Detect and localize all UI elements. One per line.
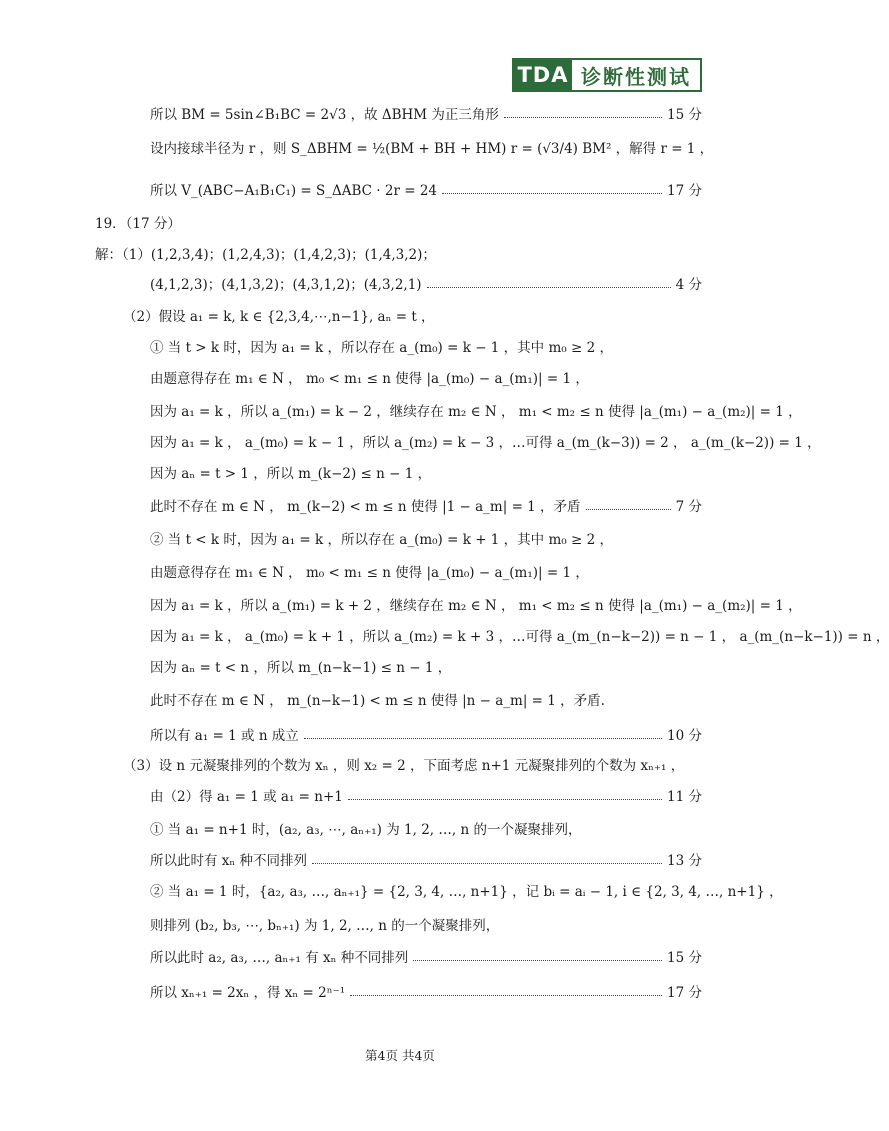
text-line: （3）设 n 元凝聚排列的个数为 xₙ ，则 x₂ = 2 ，下面考虑 n+1 元凝聚排列的个数为 xₙ₊₁ ， (123, 758, 685, 774)
text-line: 所以 xₙ₊₁ = 2xₙ ，得 xₙ = 2ⁿ⁻¹ 17 分 (150, 985, 702, 1001)
text-line: 由题意得存在 m₁ ∈ N ， m₀ < m₁ ≤ n 使得 |a_(m₀) − a_(m₁)| = 1 ， (150, 565, 589, 581)
logo-brand: TDA (514, 60, 572, 90)
text-line: 设内接球半径为 r ，则 S_ΔBHM = ½(BM + BH + HM) r = (√3/4) BM² ，解得 r = 1 ， (150, 141, 714, 157)
question-number: 19．（17 分） (95, 216, 181, 232)
text-line: 所以此时 a₂, a₃, …, aₙ₊₁ 有 xₙ 种不同排列 15 分 (150, 950, 702, 966)
tda-logo (512, 58, 702, 92)
text-line: 因为 a₁ = k ，所以 a_(m₁) = k − 2 ，继续存在 m₂ ∈ N ， m₁ < m₂ ≤ n 使得 |a_(m₁) − a_(m₂)| = 1 ， (150, 404, 802, 420)
text-line: 因为 aₙ = t < n ，所以 m_(n−k−1) ≤ n − 1 ， (150, 660, 452, 676)
page-number: 第4页 共4页 (365, 1048, 435, 1063)
text-line: (4,1,2,3)；(4,1,3,2)；(4,3,1,2)；(4,3,2,1) 4 分 (150, 277, 702, 293)
text-line: 因为 a₁ = k ， a_(m₀) = k + 1 ，所以 a_(m₂) = k + 3 ，…可得 a_(m_(n−k−2)) = n − 1 ， a_(m_(n−k−1)) = n ， (150, 629, 889, 645)
text-line: ① 当 t > k 时，因为 a₁ = k ，所以存在 a_(m₀) = k − 1 ，其中 m₀ ≥ 2 ， (150, 340, 613, 356)
text-line: 由（2）得 a₁ = 1 或 a₁ = n+1 11 分 (150, 789, 702, 805)
text-line: 此时不存在 m ∈ N ， m_(k−2) < m ≤ n 使得 |1 − a_m| = 1 ，矛盾 7 分 (150, 499, 702, 515)
text-line: 解：（1）(1,2,3,4)；(1,2,4,3)；(1,4,2,3)；(1,4,3,2)； (95, 247, 436, 263)
text-line: 因为 aₙ = t > 1 ，所以 m_(k−2) ≤ n − 1 ， (150, 466, 432, 482)
text-line: 则排列 (b₂, b₃, ⋯, bₙ₊₁) 为 1, 2, …, n 的一个凝聚排列， (150, 918, 500, 934)
text-line: （2）假设 a₁ = k, k ∈ {2,3,4,⋯,n−1}, aₙ = t ， (123, 309, 435, 325)
text-line: 由题意得存在 m₁ ∈ N ， m₀ < m₁ ≤ n 使得 |a_(m₀) − a_(m₁)| = 1 ， (150, 371, 589, 387)
text-line: 因为 a₁ = k ，所以 a_(m₁) = k + 2 ，继续存在 m₂ ∈ N ， m₁ < m₂ ≤ n 使得 |a_(m₁) − a_(m₂)| = 1 ， (150, 598, 802, 614)
text-line: 此时不存在 m ∈ N ， m_(n−k−1) < m ≤ n 使得 |n − a_m| = 1 ，矛盾. (150, 693, 605, 709)
text-line: 所以有 a₁ = 1 或 n 成立 10 分 (150, 728, 702, 744)
text-line: 所以此时有 xₙ 种不同排列 13 分 (150, 853, 702, 869)
text-line: ② 当 t < k 时，因为 a₁ = k ，所以存在 a_(m₀) = k + 1 ，其中 m₀ ≥ 2 ， (150, 532, 613, 548)
text-line: 因为 a₁ = k ， a_(m₀) = k − 1 ，所以 a_(m₂) = k − 3 ，…可得 a_(m_(k−3)) = 2 ， a_(m_(k−2)) = 1 ， (150, 435, 821, 451)
text-line: ② 当 a₁ = 1 时，{a₂, a₃, …, aₙ₊₁} = {2, 3, 4, …, n+1} ，记 bᵢ = aᵢ − 1, i ∈ {2, 3, 4, …, n+1} ， (150, 884, 783, 900)
text-line: 所以 BM = 5sin∠B₁BC = 2√3 ，故 ΔBHM 为正三角形 15 分 (150, 107, 702, 123)
text-line: 所以 V_(ABC−A₁B₁C₁) = S_ΔABC · 2r = 24 17 分 (150, 183, 702, 199)
logo-title: 诊断性测试 (581, 64, 691, 89)
text-line: ① 当 a₁ = n+1 时，(a₂, a₃, ⋯, aₙ₊₁) 为 1, 2, …, n 的一个凝聚排列， (150, 822, 582, 838)
